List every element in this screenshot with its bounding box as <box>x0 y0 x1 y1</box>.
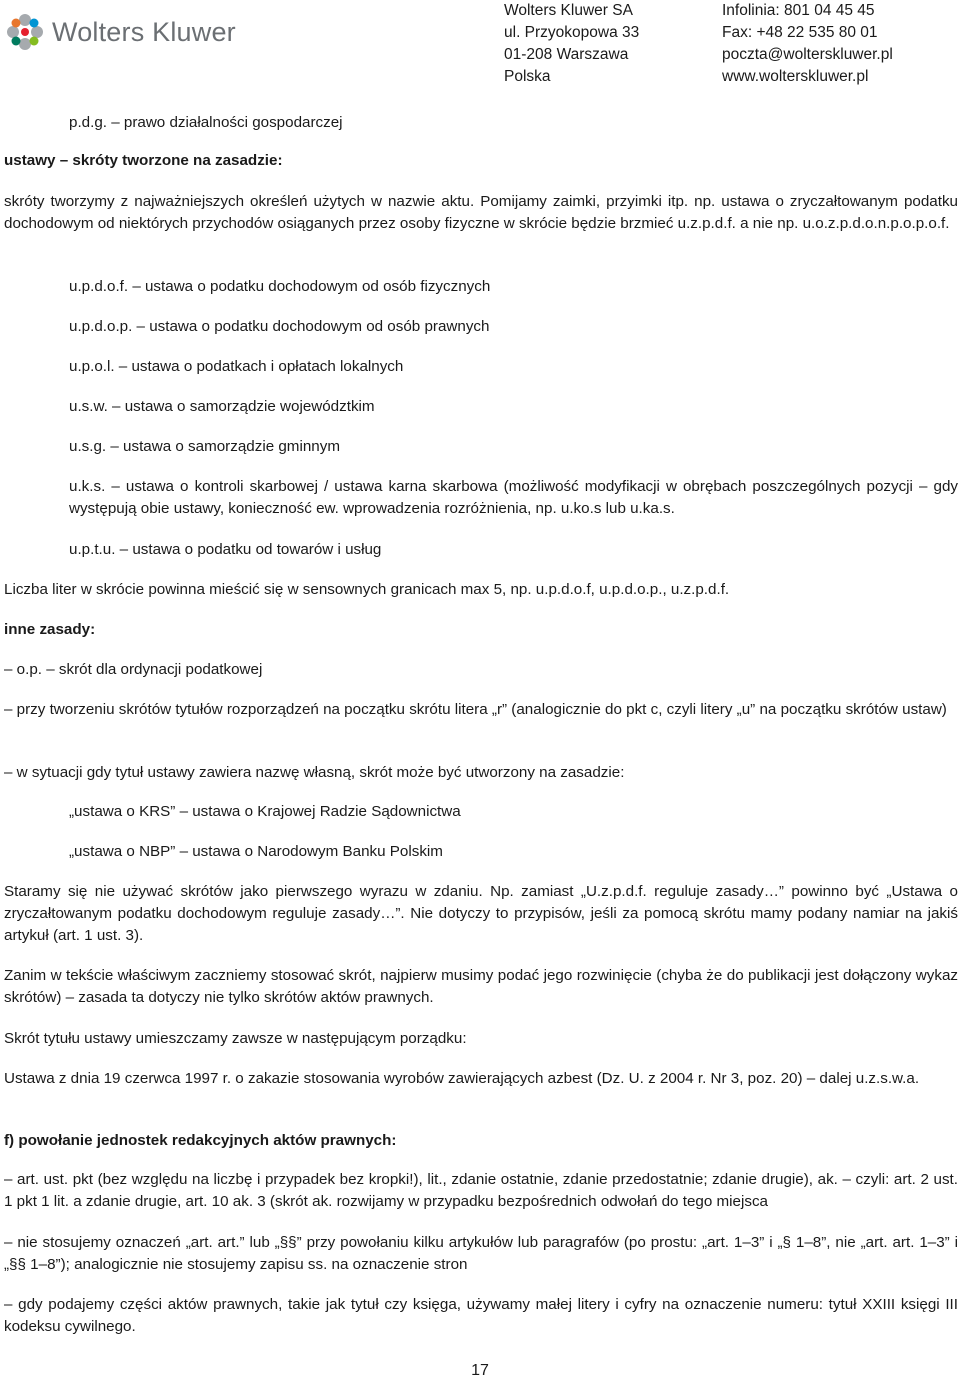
address-line: Polska <box>504 68 551 85</box>
example-item: „ustawa o KRS” – ustawa o Krajowej Radzie Sądownictwa <box>69 803 461 820</box>
abbreviation-item: u.p.d.o.f. – ustawa o podatku dochodowym od osób fizycznych <box>69 278 491 295</box>
abbreviation-item: u.p.t.u. – ustawa o podatku od towarów i usług <box>69 541 382 558</box>
paragraph: Staramy się nie używać skrótów jako pierwszego wyrazu w zdaniu. Np. zamiast „U.z.p.d.f. reguluje zasady…” powinno być „Ustawa o zryczałtowanym podatku dochodowym reguluje zasady…”. Nie dotyczy to przypisów, jeśli za pomocą skrótu mamy podany namiar na jakiś artykuł (art. 1 ust. 3). <box>4 883 958 944</box>
paragraph: Zanim w tekście właściwym zaczniemy stosować skrót, najpierw musimy podać jego rozwinięcie (chyba że do publikacji jest dołączony wykaz skrótów) – zasada ta dotyczy nie tylko skrótów aktów prawnych. <box>4 967 958 1006</box>
abbreviation-item: u.p.d.o.p. – ustawa o podatku dochodowym od osób prawnych <box>69 318 490 335</box>
example-item: „ustawa o NBP” – ustawa o Narodowym Banku Polskim <box>69 843 443 860</box>
rule-item: – nie stosujemy oznaczeń „art. art.” lub „§§” przy powołaniu kilku artykułów lub paragrafów (po prostu: „art. 1–3” i „§ 1–8”, nie „art. art. 1–3” i „§§ 1–8”); analogicznie nie stosujemy zapisu ss. na oznaczenie stron <box>4 1234 958 1273</box>
company-address <box>504 0 639 88</box>
section-heading: f) powołanie jednostek redakcyjnych aktów prawnych: <box>4 1132 397 1149</box>
website-link[interactable]: www.wolterskluwer.pl <box>722 68 869 85</box>
rule-item: – art. ust. pkt (bez względu na liczbę i przypadek bez kropki!), lit., zdanie ostatnie, zdanie przedostatnie; zdanie drugie), ak. – czyli: art. 2 ust. 1 pkt 1 lit. a zdanie drugie, art. 10 ak. 3 (skrót ak. rozwijamy w przypadku bezpośrednich odwołań do tego miejsca <box>4 1171 958 1210</box>
rule-item: – gdy podajemy części aktów prawnych, takie jak tytuł czy księga, używamy małej litery i cyfry na oznaczenie numeru: tytuł XXIII księgi III kodeksu cywilnego. <box>4 1296 958 1335</box>
section-heading: inne zasady: <box>4 621 96 638</box>
company-logo <box>4 10 236 54</box>
abbreviation-item: u.s.w. – ustawa o samorządzie województkim <box>69 398 375 415</box>
page-number: 17 <box>471 1362 489 1379</box>
rule-item: – przy tworzeniu skrótów tytułów rozporządzeń na początku skrótu litera „r” (analogicznie do pkt c, czyli litery „u” na początku skrótów ustaw) <box>4 701 947 718</box>
abbreviation-item: p.d.g. – prawo działalności gospodarczej <box>69 114 343 131</box>
paragraph: Skrót tytułu ustawy umieszczamy zawsze w następującym porządku: <box>4 1030 467 1047</box>
hotline: Infolinia: 801 04 45 45 <box>722 2 875 19</box>
paragraph: Liczba liter w skrócie powinna mieścić się w sensownych granicach max 5, np. u.p.d.o.f, u.p.d.o.p., u.z.p.d.f. <box>4 581 730 598</box>
address-line: Wolters Kluwer SA <box>504 2 633 19</box>
fax: Fax: +48 22 535 80 01 <box>722 24 878 41</box>
company-contact <box>722 0 893 88</box>
address-line: 01-208 Warszawa <box>504 46 629 63</box>
rule-item: – w sytuacji gdy tytuł ustawy zawiera nazwę własną, skrót może być utworzony na zasadzie: <box>4 764 625 781</box>
abbreviation-item: u.k.s. – ustawa o kontroli skarbowej / ustawa karna skarbowa (możliwość modyfikacji w obrębach poszczególnych pozycji – gdy występują obie ustawy, konieczność ew. wprowadzenia rozróżnienia, np. u.ko.s lub u.ka.s. <box>69 478 958 517</box>
abbreviation-item: u.s.g. – ustawa o samorządzie gminnym <box>69 438 340 455</box>
paragraph: Ustawa z dnia 19 czerwca 1997 r. o zakazie stosowania wyrobów zawierających azbest (Dz. U. z 2004 r. Nr 3, poz. 20) – dalej u.z.s.w.a. <box>4 1070 920 1087</box>
section-heading: ustawy – skróty tworzone na zasadzie: <box>4 152 283 169</box>
email-link[interactable]: poczta@wolterskluwer.pl <box>722 46 893 63</box>
logo-text: Wolters Kluwer <box>52 16 236 47</box>
page-header <box>0 0 960 90</box>
address-line: ul. Przyokopowa 33 <box>504 24 640 41</box>
wolters-kluwer-logo-icon <box>4 11 46 53</box>
rule-item: – o.p. – skrót dla ordynacji podatkowej <box>4 661 263 678</box>
abbreviation-item: u.p.o.l. – ustawa o podatkach i opłatach lokalnych <box>69 358 404 375</box>
paragraph: skróty tworzymy z najważniejszych określeń użytych w nazwie aktu. Pomijamy zaimki, przyimki itp. np. ustawa o zryczałtowanym podatku dochodowym od niektórych przychodów osiąganych przez osoby fizyczne w skrócie będzie brzmieć u.z.p.d.f. a nie np. u.o.z.p.d.o.n.p.o.p.o.f. <box>4 193 958 232</box>
